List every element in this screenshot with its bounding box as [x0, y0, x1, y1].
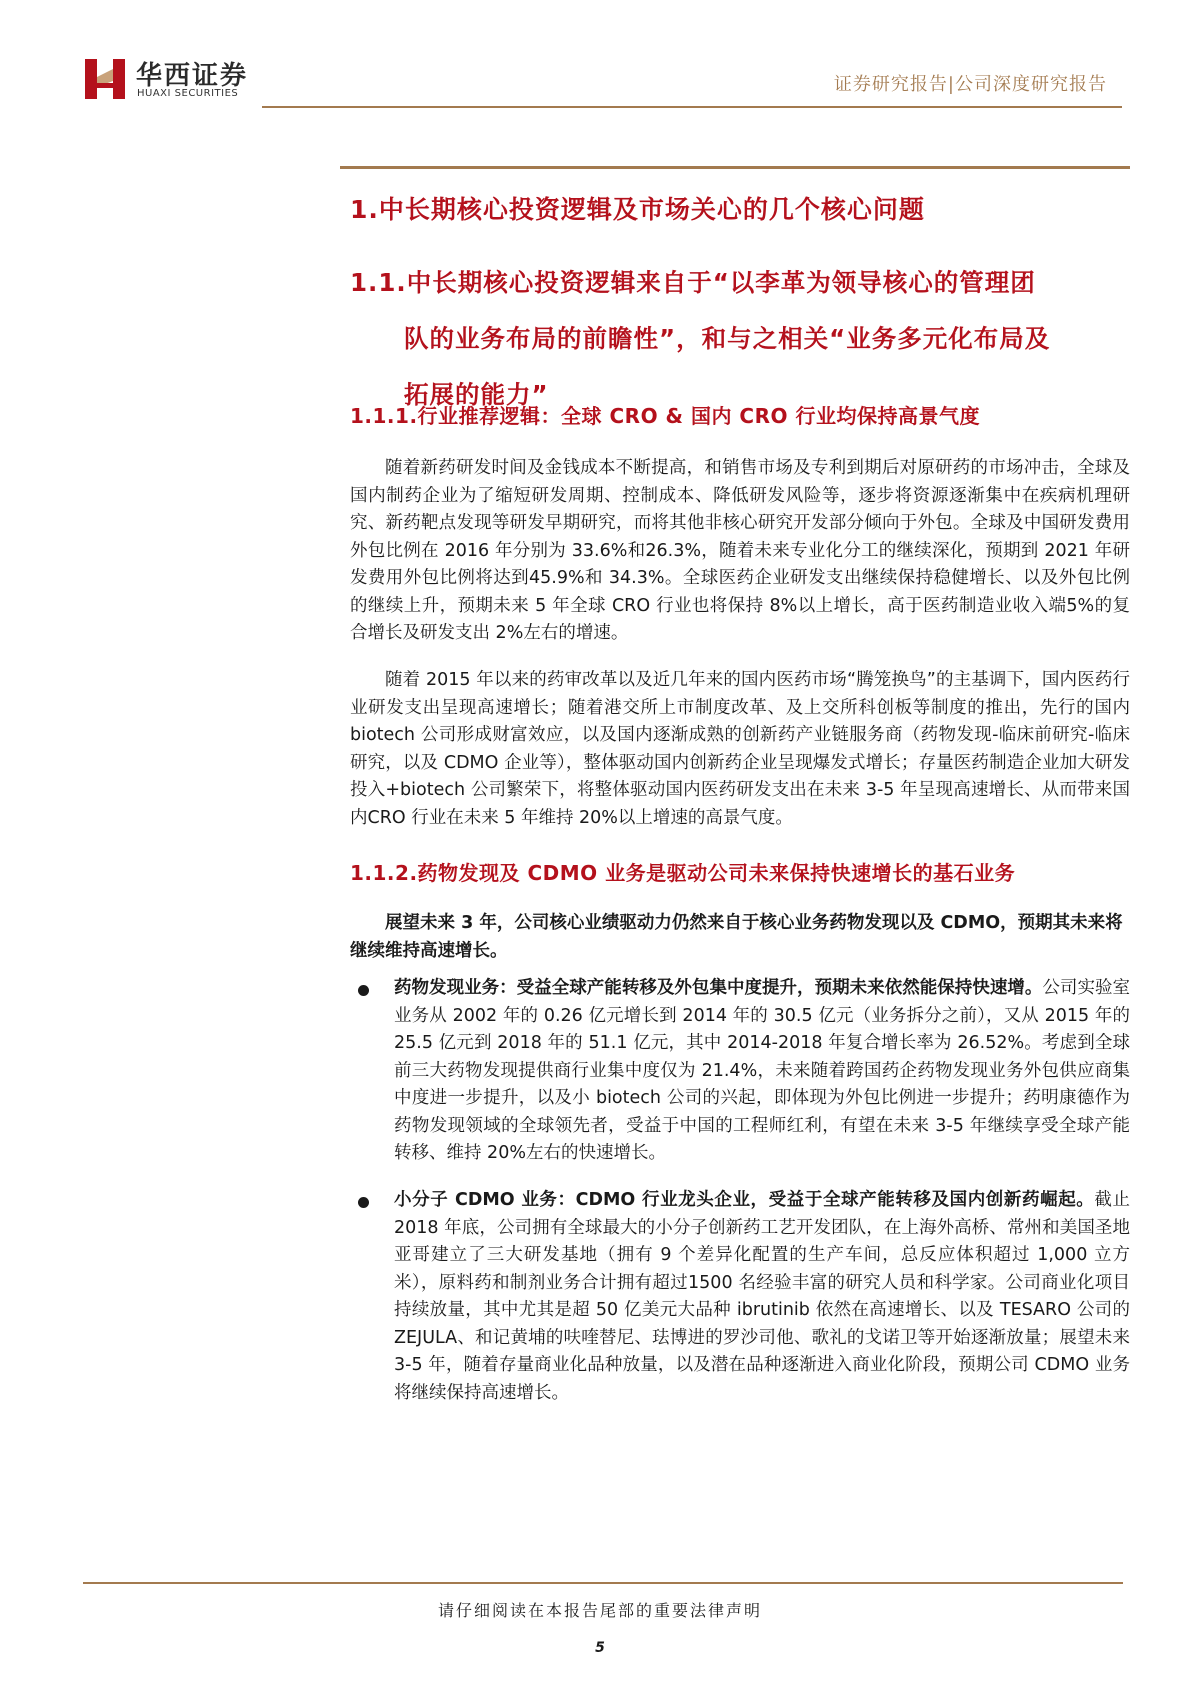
- section-1-1-heading-line3: 拓展的能力”: [404, 380, 549, 409]
- bullet-text: [394, 1187, 1130, 1407]
- page-number: 5: [595, 1640, 605, 1656]
- bullet-bold-lead: 药物发现业务：受益全球产能转移及外包集中度提升，预期未来依然能保持快速增。: [394, 978, 1043, 998]
- footer-divider: [83, 1582, 1123, 1584]
- section-1-1-2-lead: 展望未来 3 年，公司核心业绩驱动力仍然来自于核心业务药物发现以及 CDMO，预期其未来将继续维持高速增长。: [350, 913, 1123, 961]
- content-top-divider: [340, 166, 1130, 169]
- report-type: 证券研究报告|公司深度研究报告: [833, 74, 1107, 95]
- section-1-1-1-paragraph-1: 随着新药研发时间及金钱成本不断提高，和销售市场及专利到期后对原研药的市场冲击，全球及国内制药企业为了缩短研发周期、控制成本、降低研发风险等，逐步将资源逐渐集中在疾病机理研究、新药靶点发现等研发早期研究，而将其他非核心研究开发部分倾向于外包。全球及中国研发费用外包比例在 2016 年分别为 33.6%和26.3%，随着未来专业化分工的继续深化，预期到 2021 年研发费用外包比例将达到45.9%和 34.3%。全球医药企业研发支出继续保持稳健增长、以及外包比例的继续上升，预期未来 5 年全球 CRO 行业也将保持 8%以上增长，高于医药制造业收入端5%的复合增长及研发支出 2%左右的增速。: [350, 458, 1130, 643]
- section-1-1-1-heading: 1.1.1.行业推荐逻辑：全球 CRO & 国内 CRO 行业均保持高景气度: [350, 404, 980, 428]
- bullet-text: [394, 975, 1130, 1168]
- brand-name-cn: 华西证券: [136, 61, 249, 91]
- bullet-body: 截止 2018 年底，公司拥有全球最大的小分子创新药工艺开发团队，在上海外高桥、常州和美国圣地亚哥建立了三大研发基地（拥有 9 个差异化配置的生产车间，总反应体积超过 1,000 立方米），原料药和制剂业务合计拥有超过1500 名经验丰富的研究人员和科学家。公司商业化项目持续放量，其中尤其是超 50 亿美元大品种 ibrutinib 依然在高速增长、以及 TESARO 公司的 ZEJULA、和记黄埔的呋喹替尼、珐博进的罗沙司他、歌礼的戈诺卫等开始逐渐放量；展望未来 3-5 年，随着存量商业化品种放量，以及潜在品种逐渐进入商业化阶段，预期公司 CDMO 业务将继续保持高速增长。: [394, 1190, 1130, 1403]
- section-1-1-heading-line1: 1.1.中长期核心投资逻辑来自于“以李革为领导核心的管理团: [350, 268, 1036, 297]
- section-1-1-heading-line2: 队的业务布局的前瞻性”，和与之相关“业务多元化布局及: [404, 324, 1051, 353]
- section-1-1-heading: [350, 255, 1130, 423]
- legal-disclaimer-note: 请仔细阅读在本报告尾部的重要法律声明: [437, 1601, 762, 1620]
- bullet-bold-lead: 小分子 CDMO 业务：CDMO 行业龙头企业，受益于全球产能转移及国内创新药崛起。: [394, 1190, 1095, 1210]
- bullet-dot-icon: [358, 985, 369, 996]
- brand-name-en: HUAXI SECURITIES: [137, 88, 239, 99]
- header-divider: [262, 106, 1122, 108]
- page-header: [0, 0, 1200, 110]
- section-1-heading: 1.中长期核心投资逻辑及市场关心的几个核心问题: [350, 195, 925, 224]
- bullet-body: 公司实验室业务从 2002 年的 0.26 亿元增长到 2014 年的 30.5 亿元（业务拆分之前），又从 2015 年的 25.5 亿元到 2018 年的 51.1 亿元，其中 2014-2018 年复合增长率为 26.52%。考虑到全球前三大药物发现提供商行业集中度仅为 21.4%，未来随着跨国药企药物发现业务外包供应商集中度进一步提升，以及小 biotech 公司的兴起，即体现为外包比例进一步提升；药明康德作为药物发现领域的全球领先者，受益于中国的工程师红利，有望在未来 3-5 年继续享受全球产能转移、维持 20%左右的快速增长。: [394, 978, 1131, 1163]
- section-1-1-2-heading: 1.1.2.药物发现及 CDMO 业务是驱动公司未来保持快速增长的基石业务: [350, 861, 1016, 885]
- bullet-dot-icon: [358, 1197, 369, 1208]
- section-1-1-1-paragraph-2: 随着 2015 年以来的药审改革以及近几年来的国内医药市场“腾笼换鸟”的主基调下，国内医药行业研发支出呈现高速增长；随着港交所上市制度改革、及上交所科创板等制度的推出，先行的国内 biotech 公司形成财富效应，以及国内逐渐成熟的创新药产业链服务商（药物发现-临床前研究-临床研究，以及 CDMO 企业等），整体驱动国内创新药企业呈现爆发式增长；存量医药制造企业加大研发投入+biotech 公司繁荣下，将整体驱动国内医药研发支出在未来 3-5 年呈现高速增长、从而带来国内CRO 行业在未来 5 年维持 20%以上增速的高景气度。: [350, 670, 1130, 828]
- huaxi-logo-icon: [83, 55, 131, 101]
